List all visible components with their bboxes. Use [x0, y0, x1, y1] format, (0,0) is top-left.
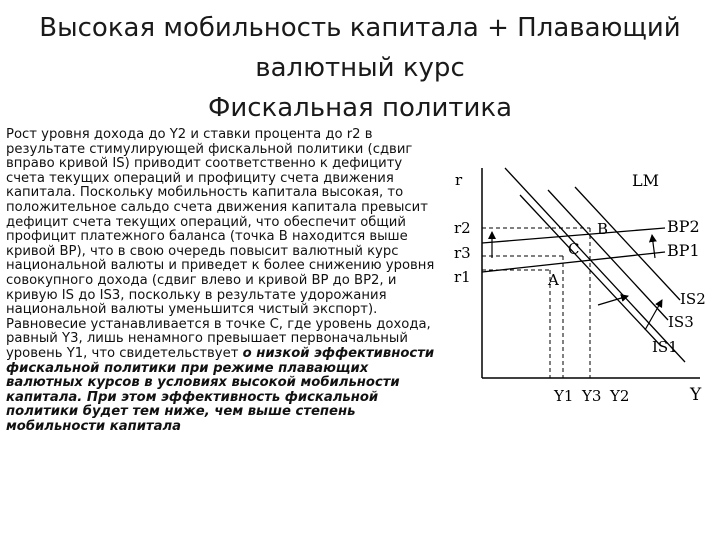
y3-label: Y3: [582, 387, 602, 405]
r2-label: r2: [454, 219, 471, 237]
slide-title: [0, 8, 720, 128]
is1-label: IS1: [652, 338, 678, 356]
point-c-label: C: [568, 240, 580, 258]
explanation-text: Рост уровня дохода до Y2 и ставки процента до r2 в результате стимулирующей фискальной политики (сдвиг вправо кривой IS) приводит соответственно к дефициту счета текущих операций и профициту счета движения капитала. Поскольку мобильность капитала высокая, то положительное сальдо счета движения капитала превысит дефицит счета текущих операций, что обеспечит общий профицит платежного баланса (точка В находится выше кривой ВР), что в свою очередь повысит валютный курс национальной валюты и приведет к более снижению уровня совокупного дохода (сдвиг влево и кривой ВР до ВР2, и кривую IS до IS3, поскольку в результате удорожания национальной валюты уменьшится чистый экспорт). Равновесие устанавливается в точке С, где уровень дохода, равный Y3, лишь ненамного превышает первоначальный уровень Y1, что свидетельствует: [6, 127, 435, 361]
is-shift-arrow-1: [598, 296, 628, 305]
title-line-3: Фискальная политика: [207, 93, 513, 123]
explanation-paragraph: [6, 128, 436, 434]
title-line-2: валютный курс: [255, 53, 465, 83]
title-line-1: Высокая мобильность капитала + Плавающий: [39, 13, 681, 43]
bp2-label: BP2: [667, 217, 700, 236]
lm-label: LM: [632, 171, 660, 190]
point-a-label: A: [548, 271, 559, 289]
r3-label: r3: [454, 244, 471, 262]
is2-curve: [575, 187, 680, 300]
conclusion-text: о низкой эффективности фискальной политики при режиме плавающих валютных курсов в условиях высокой мобильности капитала. При этом эффективность фискальной политики будет тем ниже, чем выше степень мобильности капитала: [6, 345, 435, 434]
is2-label: IS2: [680, 290, 706, 308]
is3-label: IS3: [668, 313, 694, 331]
bp-shift-arrow: [652, 235, 655, 258]
is-lm-bp-diagram: [440, 150, 715, 410]
is3-curve: [548, 190, 668, 320]
y1-label: Y1: [554, 387, 574, 405]
lm-curve: [505, 168, 685, 362]
y-axis-label: r: [455, 171, 463, 189]
point-b-label: B: [597, 220, 609, 238]
x-axis-label: Y: [690, 385, 702, 405]
bp1-label: BP1: [667, 241, 700, 260]
y2-label: Y2: [610, 387, 630, 405]
r1-label: r1: [454, 268, 471, 286]
